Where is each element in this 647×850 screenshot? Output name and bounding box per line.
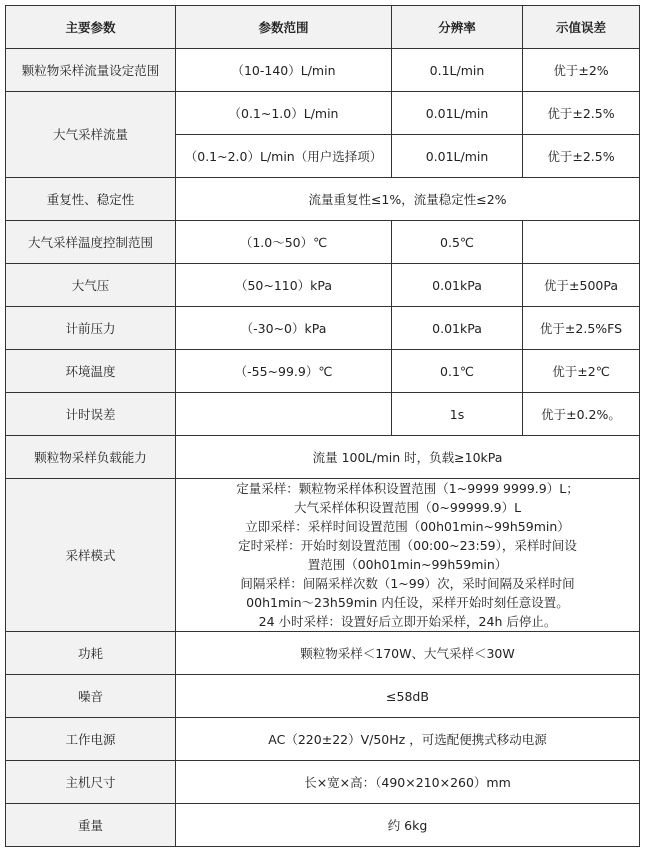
table-row [6, 675, 640, 718]
merged-value-cell: 流量重复性≤1%，流量稳定性≤2% [176, 178, 640, 221]
header-row [6, 6, 640, 49]
mode-line: 置范围（00h01min~99h59min） [307, 557, 508, 572]
merged-value-cell: 颗粒物采样＜170W、大气采样＜30W [176, 632, 640, 675]
error-cell: 优于±2% [523, 49, 640, 92]
mode-line: 立即采样：采样时间设置范围（00h01min~99h59min） [245, 519, 570, 534]
row-label: 计前压力 [6, 307, 176, 350]
header-resolution: 分辨率 [392, 6, 523, 49]
row-label: 噪音 [6, 675, 176, 718]
row-label: 工作电源 [6, 718, 176, 761]
param-range-cell: （50~110）kPa [176, 264, 392, 307]
spec-table [5, 5, 640, 847]
error-cell: 优于±2.5% [523, 135, 640, 178]
table-row [6, 393, 640, 436]
table-row [6, 718, 640, 761]
mode-line: 定时采样：开始时刻设置范围（00:00~23:59），采样时间设 [238, 538, 577, 553]
table-row [6, 479, 640, 632]
merged-value-cell: 约 6kg [176, 804, 640, 847]
header-indication-error: 示值误差 [523, 6, 640, 49]
merged-value-cell: AC（220±22）V/50Hz ，可选配便携式移动电源 [176, 718, 640, 761]
resolution-cell: 0.01L/min [392, 135, 523, 178]
resolution-cell: 0.1L/min [392, 49, 523, 92]
table-row [6, 264, 640, 307]
param-range-cell: （0.1~1.0）L/min [176, 92, 392, 135]
row-label: 主机尺寸 [6, 761, 176, 804]
table-row [6, 436, 640, 479]
table-row [6, 221, 640, 264]
table-row [6, 178, 640, 221]
resolution-cell: 0.1℃ [392, 350, 523, 393]
error-cell [523, 221, 640, 264]
error-cell: 优于±0.2%。 [523, 393, 640, 436]
param-range-cell [176, 393, 392, 436]
row-label: 颗粒物采样流量设定范围 [6, 49, 176, 92]
mode-line: 00h1min～23h59min 内任设，采样开始时刻任意设置。 [246, 595, 569, 610]
row-label: 颗粒物采样负载能力 [6, 436, 176, 479]
param-range-cell: （1.0～50）℃ [176, 221, 392, 264]
row-label: 功耗 [6, 632, 176, 675]
sampling-mode-description [176, 479, 640, 632]
error-cell: 优于±500Pa [523, 264, 640, 307]
param-range-cell: （-30~0）kPa [176, 307, 392, 350]
mode-line: 24 小时采样：设置好后立即开始采样，24h 后停止。 [258, 614, 557, 629]
resolution-cell: 0.5℃ [392, 221, 523, 264]
table-row [6, 350, 640, 393]
row-label: 重量 [6, 804, 176, 847]
table-row [6, 804, 640, 847]
resolution-cell: 0.01kPa [392, 307, 523, 350]
table-row [6, 632, 640, 675]
row-label: 计时误差 [6, 393, 176, 436]
param-range-cell: （-55~99.9）℃ [176, 350, 392, 393]
resolution-cell: 1s [392, 393, 523, 436]
row-label: 环境温度 [6, 350, 176, 393]
error-cell: 优于±2.5% [523, 92, 640, 135]
table-row [6, 92, 640, 135]
header-param-range: 参数范围 [176, 6, 392, 49]
merged-value-cell: ≤58dB [176, 675, 640, 718]
row-label: 大气压 [6, 264, 176, 307]
header-main-param: 主要参数 [6, 6, 176, 49]
error-cell: 优于±2℃ [523, 350, 640, 393]
mode-line: 大气采样体积设置范围（0~99999.9）L [293, 500, 522, 515]
row-label: 重复性、稳定性 [6, 178, 176, 221]
row-label: 大气采样温度控制范围 [6, 221, 176, 264]
mode-line: 间隔采样：间隔采样次数（1~99）次，采时间隔及采样时间 [240, 576, 575, 591]
param-range-cell: （0.1~2.0）L/min（用户选择项） [176, 135, 392, 178]
table-row [6, 761, 640, 804]
param-range-cell: （10-140）L/min [176, 49, 392, 92]
table-row [6, 49, 640, 92]
resolution-cell: 0.01L/min [392, 92, 523, 135]
merged-value-cell: 长×宽×高：（490×210×260）mm [176, 761, 640, 804]
table-row [6, 307, 640, 350]
row-label: 采样模式 [6, 479, 176, 632]
error-cell: 优于±2.5%FS [523, 307, 640, 350]
row-label: 大气采样流量 [6, 92, 176, 178]
merged-value-cell: 流量 100L/min 时，负载≥10kPa [176, 436, 640, 479]
mode-line: 定量采样：颗粒物采样体积设置范围（1~9999 9999.9）L； [236, 481, 579, 496]
resolution-cell: 0.01kPa [392, 264, 523, 307]
